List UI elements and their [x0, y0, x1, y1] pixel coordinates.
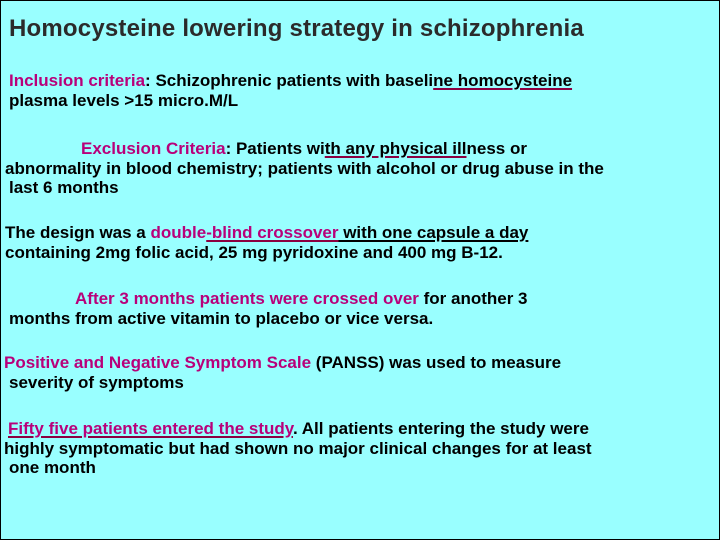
panss-highlight: Positive and Negative Symptom Scale [4, 353, 312, 372]
exclusion-line-3: last 6 months [9, 178, 119, 197]
study-line-1 [4, 419, 592, 439]
design-paragraph [5, 223, 528, 262]
design-text-start: The design was a [5, 223, 151, 242]
design-line-1 [5, 223, 528, 243]
design-highlight-double: double [150, 223, 207, 242]
panss-line-2: severity of symptoms [9, 372, 184, 392]
panss-paragraph [4, 353, 561, 392]
panss-text-end: (PANSS) was used to measure [311, 353, 562, 372]
exclusion-line-2: abnormality in blood chemistry; patients with alcohol or drug abuse in the [5, 158, 604, 178]
study-line-3: one month [9, 458, 96, 477]
inclusion-line-2: plasma levels >15 micro.M/L [9, 90, 239, 110]
exclusion-underlined-text: th any physical ill [324, 139, 467, 158]
crossover-line-1 [9, 289, 528, 309]
exclusion-colon: : [225, 139, 236, 158]
exclusion-criteria-paragraph [5, 139, 604, 198]
exclusion-label: Exclusion Criteria [81, 139, 226, 158]
crossover-highlight: After 3 months patients were crossed over [75, 289, 419, 308]
inclusion-label: Inclusion criteria [9, 71, 146, 90]
inclusion-text-start: Schizophrenic patients with baseli [155, 71, 434, 90]
exclusion-line-1 [5, 139, 604, 159]
study-text-end: . All patients entering the study were [292, 419, 589, 438]
crossover-text-end: for another 3 [418, 289, 528, 308]
crossover-paragraph [9, 289, 528, 328]
exclusion-text-start: Patients wi [235, 139, 325, 158]
inclusion-colon: : [145, 71, 156, 90]
design-highlight-blind-crossover: -blind crossover [206, 223, 339, 242]
study-highlight: Fifty five patients entered the study [8, 419, 293, 438]
study-line-2: highly symptomatic but had shown no major clinical changes for at least [4, 438, 592, 458]
inclusion-line-1 [9, 71, 572, 91]
panss-line-1 [4, 353, 561, 373]
study-paragraph [4, 419, 592, 478]
design-underlined-text: with one capsule a day [338, 223, 529, 242]
inclusion-criteria-paragraph [9, 71, 572, 110]
inclusion-underlined-text: ne homocysteine [433, 71, 573, 90]
crossover-line-2: months from active vitamin to placebo or vice versa. [9, 308, 434, 328]
slide-title: Homocysteine lowering strategy in schizophrenia [9, 15, 584, 42]
design-line-2: containing 2mg folic acid, 25 mg pyridoxine and 400 mg B-12. [5, 242, 503, 262]
exclusion-text-end: ness or [466, 139, 527, 158]
